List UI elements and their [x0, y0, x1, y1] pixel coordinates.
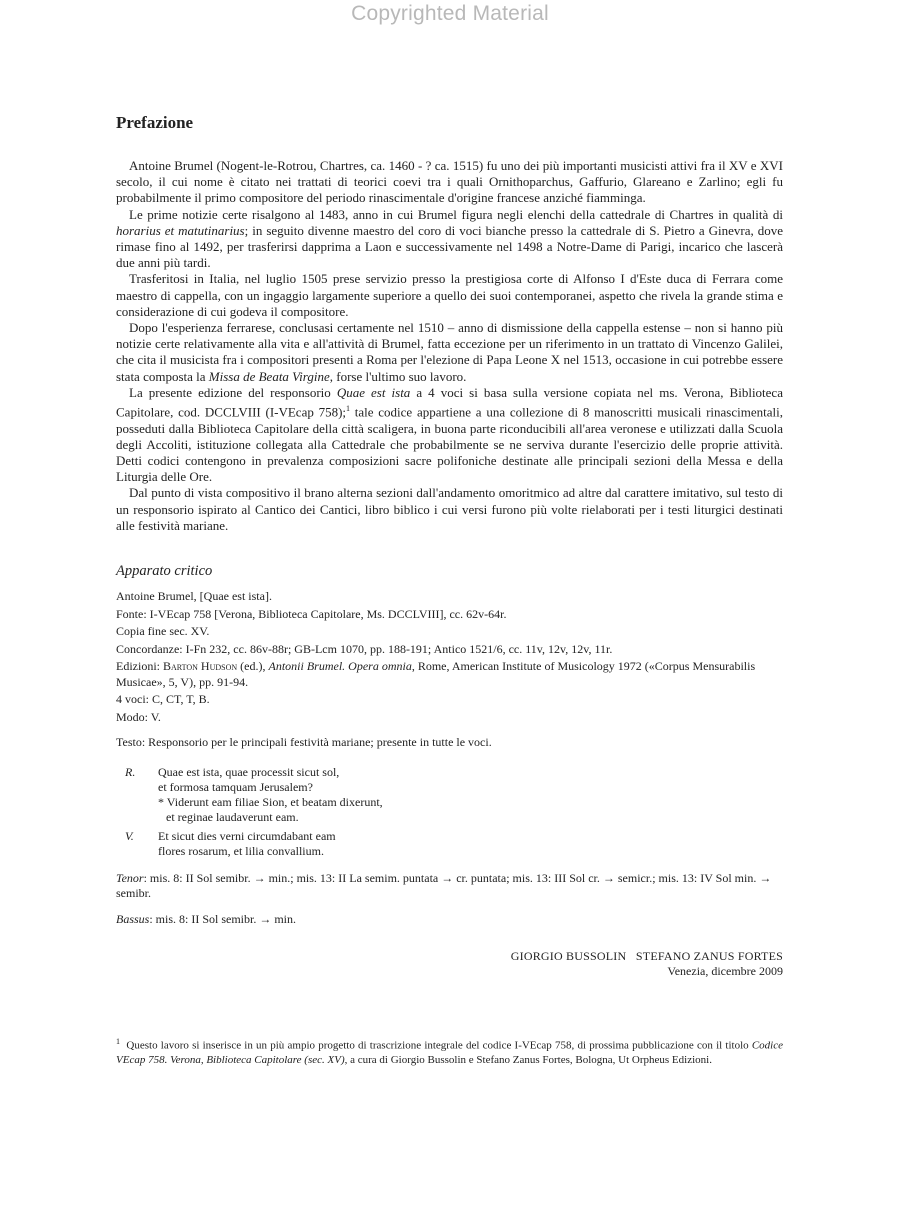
apparatus-line — [116, 659, 783, 690]
text: : mis. 8: II Sol semibr. → min.; mis. 13: II La semim. puntata → cr. puntata; mis. 13: III Sol cr. → semicr.; mis. 13: IV Sol min. → semibr. — [116, 870, 772, 900]
apparatus-line: Concordanze: I-Fn 232, cc. 86v-88r; GB-Lcm 1070, pp. 188-191; Antico 1521/6, cc. 11v, 12v, 12v, 11r. — [116, 641, 613, 656]
preface-body — [116, 158, 783, 534]
text: a 4 voci si basa sulla versione copiata nel ms. Verona, Biblioteca Capitolare, cod. DCCLVIII (I-VEcap 758); — [116, 384, 783, 420]
responsory-lines — [158, 765, 383, 825]
preface-paragraph — [116, 385, 783, 486]
apparatus-line: Fonte: I-VEcap 758 [Verona, Biblioteca Capitolare, Ms. DCCLVIII], cc. 62v-64r. — [116, 606, 507, 621]
smallcaps-text: Barton Hudson — [163, 659, 238, 673]
text: , Rome, American Institute of Musicology 1972 («Corpus Mensurabilis Musicae», 5, V), pp. 91-94. — [116, 659, 756, 689]
text: Dopo l'esperienza ferrarese, conclusasi certamente nel 1510 – anno di dismissione della cappella estense – non si hanno più notizie certe relativamente alla vita e all'attività di Brumel, fatta eccezione per un riferimento in un trattato di Vincenzo Galilei, che cita il musicista fra i compositori presenti a Roma per l'elezione di Papa Leone X nel 1513, occasione in cui potrebbe essere stata composta la — [116, 320, 783, 384]
responsory-label: R. — [125, 764, 136, 779]
text: Trasferitosi in Italia, nel luglio 1505 prese servizio presso la prestigiosa corte di Alfonso I d'Este duca di Ferrara come maestro di cappella, con un ingaggio largamente superiore a quello dei suoi contemporanei, aspetto che rivela la grande stima e considerazione di cui godeva il compositore. — [116, 271, 783, 319]
text: Questo lavoro si inserisce in un più ampio progetto di trascrizione integrale del codice I-VEcap 758, di prossima pubblicazione con il titolo — [126, 1039, 752, 1052]
variant-notes — [116, 871, 783, 928]
text: (ed.), — [237, 659, 269, 673]
verse-line: * Viderunt eam filiae Sion, et beatam dixerunt, — [158, 794, 383, 809]
bassus-note — [116, 912, 783, 928]
responsory-row — [116, 765, 783, 825]
versicle-row — [116, 829, 783, 859]
apparatus-line: 4 voci: C, CT, T, B. — [116, 692, 210, 706]
text: , forse l'ultimo suo lavoro. — [329, 368, 467, 384]
text: Dal punto di vista compositivo il brano alterna sezioni dall'andamento omoritmico ad altre dal carattere imitativo, sul testo di un responsorio ispirato al Cantico dei Cantici, libro biblico i cui versi furono più volte rielaborati per i testi liturgici destinati alle festività mariane. — [116, 485, 783, 533]
verse-line: flores rosarum, et lilia convallium. — [158, 843, 324, 858]
verse-line: et formosa tamquam Jerusalem? — [158, 779, 313, 794]
preface-paragraph — [116, 158, 783, 207]
preface-paragraph — [116, 207, 783, 272]
verse-line: et reginae laudaverunt eam. — [166, 809, 299, 824]
preface-paragraph — [116, 485, 783, 534]
preface-paragraph — [116, 320, 783, 385]
apparatus-line: Antoine Brumel, [Quae est ista]. — [116, 589, 272, 603]
voice-label: Bassus — [116, 911, 150, 926]
footnote-ref: 1 — [346, 404, 351, 414]
apparatus-line: Modo: V. — [116, 709, 161, 724]
italic-text: Missa de Beata Virgine — [208, 368, 330, 384]
text: , a cura di Giorgio Bussolin e Stefano Zanus Fortes, Bologna, Ut Orpheus Edizioni. — [344, 1053, 712, 1066]
copyright-watermark: Copyrighted Material — [351, 2, 549, 25]
responsory-text — [116, 765, 783, 859]
apparatus-body — [116, 589, 783, 927]
text: Antoine Brumel (Nogent-le-Rotrou, Chartres, ca. 1460 - ? ca. 1515) fu uno dei più importanti musicisti attivi fra il XV e XVI secolo, il cui nome è citato nei trattati di teorici coevi tra i quali Ornithoparchus, Gaffurio, Glareano e Zarlino; egli fu probabilmente il primo compositore del periodo rinascimentale d'origine francese anziché fiamminga. — [116, 158, 783, 206]
footnote — [116, 1035, 783, 1067]
text: tale codice appartiene a una collezione di 8 manoscritti musicali rinascimentali, posseduti dalla Biblioteca Capitolare della città scaligera, in buona parte riconducibili all'area veronese e utilizzati dalla Scuola degli Accoliti, istituzione collegata alla Cattedrale che probabilmente se ne serviva durante l'esercizio delle proprie attività. Detti codici contengono in prevalenza composizioni sacre polifoniche destinate alle principali sezioni della Messa e della Liturgia delle Ore. — [116, 404, 783, 485]
section-title: Apparato critico — [116, 563, 213, 579]
signature — [116, 949, 783, 979]
footnote-marker: 1 — [116, 1037, 120, 1046]
text: Le prime notizie certe risalgono al 1483, anno in cui Brumel figura negli elenchi della cattedrale di Chartres in qualità di — [129, 206, 783, 222]
verse-line: Quae est ista, quae processit sicut sol, — [158, 764, 340, 779]
italic-text: Quae est ista — [336, 384, 411, 400]
verse-line: Et sicut dies verni circumdabant eam — [158, 828, 336, 843]
text: : mis. 8: II Sol semibr. → min. — [149, 911, 297, 926]
apparatus-line: Testo: Responsorio per le principali festività mariane; presente in tutte le voci. — [116, 735, 492, 749]
page-content — [116, 112, 783, 1067]
place-date: Venezia, dicembre 2009 — [667, 964, 783, 978]
versicle-lines — [158, 829, 336, 859]
preface-paragraph — [116, 271, 783, 320]
page-title: Prefazione — [116, 113, 194, 132]
text: Edizioni: — [116, 659, 163, 673]
versicle-label: V. — [125, 828, 134, 843]
italic-text: Antonii Brumel. Opera omnia — [268, 659, 412, 673]
apparatus-line: Copia fine sec. XV. — [116, 624, 210, 638]
italic-text: Codice VEcap 758. Verona, Biblioteca Capitolare (sec. XV) — [116, 1039, 784, 1066]
text: ; in seguito divenne maestro del coro di voci bianche presso la cattedrale di S. Pietro a Ginevra, dove rimase fino al 1492, per trasferirsi dapprima a Laon e successivamente nel 1498 a Notre-Dame di Parigi, incarico che lascerà due anni più tardi. — [116, 222, 783, 271]
voice-label: Tenor — [116, 870, 144, 885]
italic-text: horarius et matutinarius — [116, 222, 245, 238]
author-names: GIORGIO BUSSOLIN STEFANO ZANUS FORTES — [510, 949, 783, 963]
tenor-note — [116, 871, 783, 902]
text: La presente edizione del responsorio — [129, 384, 337, 400]
